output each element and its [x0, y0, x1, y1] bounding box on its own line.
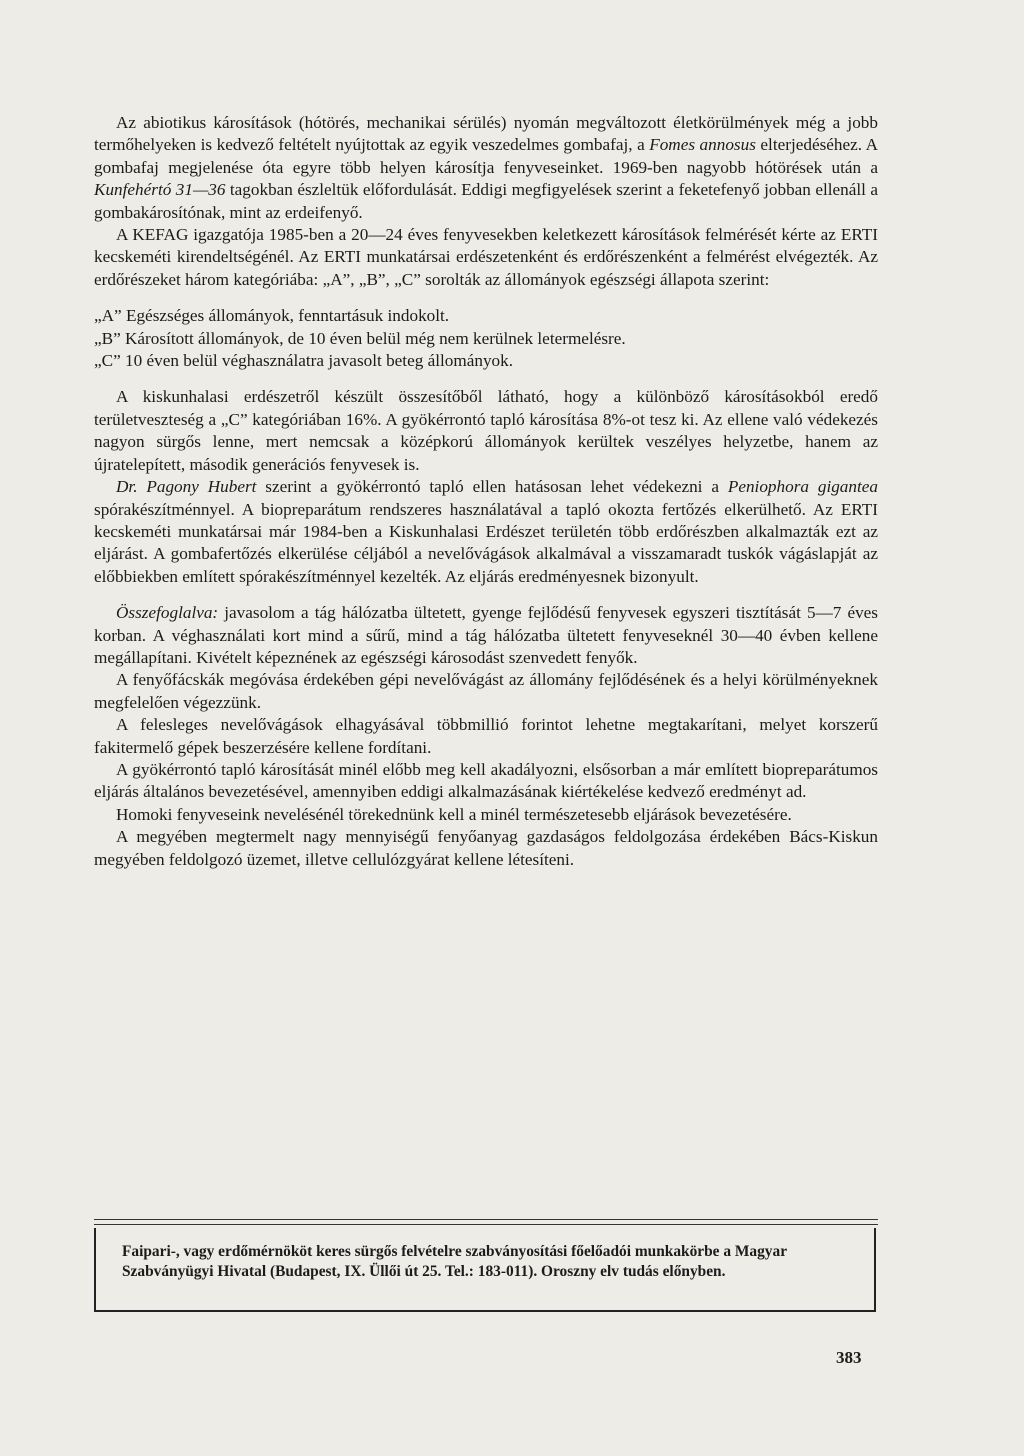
paragraph-8: A gyökérrontó tapló károsítását minél előbb meg kell akadályozni, elsősorban a már említett biopreparátumos eljárás általános bevezetésével, amennyiben eddigi alkalmazásának kiértékelése kedvező eredményt ad.	[94, 759, 878, 802]
paragraph-10: A megyében megtermelt nagy mennyiségű fenyőanyag gazdaságos feldolgozása érdekében Bács-Kiskun megyében feldolgozó üzemet, illetve cellulózgyárat kellene létesíteni.	[94, 827, 878, 869]
article-body	[94, 112, 878, 871]
page-number: 383	[836, 1348, 862, 1367]
divider-top	[94, 1219, 878, 1220]
job-advert-box	[94, 1228, 876, 1312]
category-list	[94, 305, 878, 372]
paragraph-4: Dr. Pagony Hubert szerint a gyökérrontó tapló ellen hatásosan lehet védekezni a Peniophora gigantea spórakészítménnyel. A biopreparátum rendszeres használatával a tapló okozta fertőzés elkerülhető. Az ERTI kecskeméti munkatársai már 1984-ben a Kiskunhalasi Erdészet területén több erdőrészben alkalmazták ezt az eljárást. A gombafertőzés elkerülése céljából a nevelővágások alkalmával a visszamaradt tuskók vágáslapját az előbbiekben említett spórakészítménnyel kezelték. Az eljárás eredményesnek bizonyult.	[94, 477, 878, 586]
paragraph-9: Homoki fenyveseink nevelésénél törekednünk kell a minél természetesebb eljárások bevezetésére.	[116, 804, 792, 824]
divider-bottom	[94, 1224, 878, 1225]
paragraph-summary: Összefoglalva: javasolom a tág hálózatba ültetett, gyenge fejlődésű fenyvesek egyszeri tisztítását 5—7 éves korban. A véghasználati kort mind a sűrű, mind a tág hálózatba ültetett fenyveseknél 30—40 évben kellene megállapítani. Kivételt képeznének az egészségi károsodást szenvedett fenyők.	[94, 603, 878, 667]
category-c: „C” 10 éven belül véghasználatra javasolt beteg állományok.	[94, 351, 514, 371]
paragraph-3: A kiskunhalasi erdészetről készült összesítőből látható, hogy a különböző károsításokból eredő területveszteség a „C” kategóriában 16%. A gyökérrontó tapló károsítása 8%-ot tesz ki. Az ellene való védekezés nagyon sürgős lenne, mert nemcsak a középkorú állományok kerültek veszélyes helyzetbe, hanem az újratelepített, második generációs fenyvesek is.	[94, 387, 878, 474]
category-b: „B” Károsított állományok, de 10 éven belül még nem kerülnek letermelésre.	[94, 328, 626, 348]
paragraph-6: A fenyőfácskák megóvása érdekében gépi nevelővágást az állomány fejlődésének és a helyi körülményeknek megfelelően végezzünk.	[94, 670, 878, 712]
paragraph-7: A felesleges nevelővágások elhagyásával többmillió forintot lehetne megtakarítani, melyet korszerű fakitermelő gépek beszerzésére kellene fordítani.	[94, 715, 878, 757]
paragraph-1: Az abiotikus károsítások (hótörés, mechanikai sérülés) nyomán megváltozott életkörülmények még a jobb termőhelyeken is kedvező feltételt nyújtottak az egyik veszedelmes gombafaj, a Fomes annosus elterjedéséhez. A gombafaj megjelenése óta egyre több helyen károsítja fenyveseinket. 1969-ben nagyobb hótörések után a Kunfehértó 31—36 tagokban észleltük előfordulását. Eddigi megfigyelések szerint a feketefenyő jobban ellenáll a gombakárosítónak, mint az erdeifenyő.	[94, 113, 879, 222]
paragraph-2: A KEFAG igazgatója 1985-ben a 20—24 éves fenyvesekben keletkezett károsítások felmérését kérte az ERTI kecskeméti kirendeltségénél. Az ERTI munkatársai erdészetenként és erdőrészenként a felmérést elvégezték. Az erdőrészeket három kategóriába: „A”, „B”, „C” sorolták az állományok egészségi állapota szerint:	[94, 225, 878, 289]
category-a: „A” Egészséges állományok, fenntartásuk indokolt.	[94, 306, 450, 326]
job-advert-text: Faipari-, vagy erdőmérnököt keres sürgős felvételre szabványosítási főelőadói munkakörbe a Magyar Szabványügyi Hivatal (Budapest, IX. Üllői út 25. Tel.: 183-011). Oroszny elv tudás előnyben.	[122, 1243, 787, 1280]
